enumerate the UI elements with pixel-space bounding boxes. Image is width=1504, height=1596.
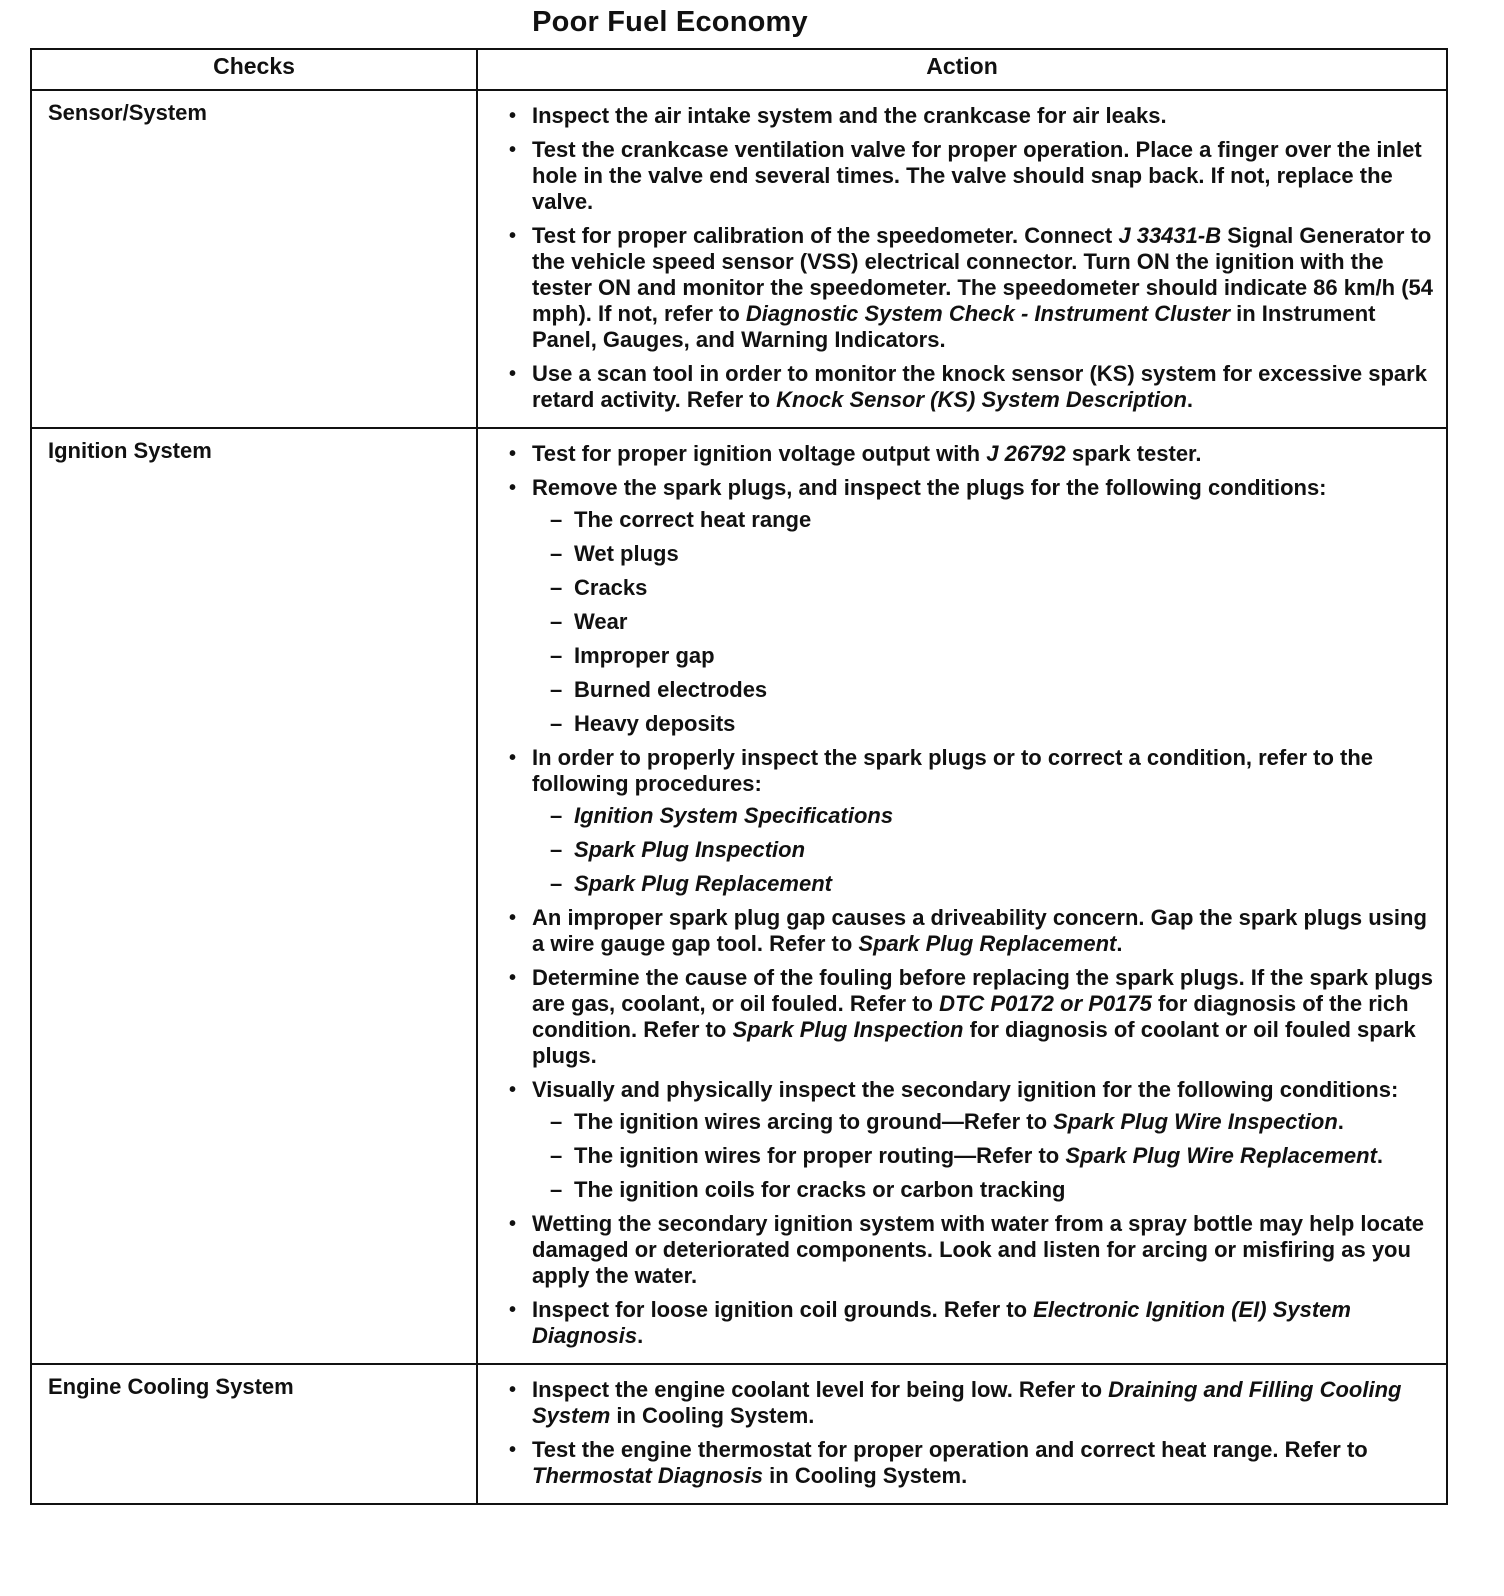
text-run: The ignition wires for proper routing—Refer to — [574, 1143, 1066, 1168]
reference-link-text: Knock Sensor (KS) System Description — [776, 387, 1187, 412]
text-run: Test for proper ignition voltage output with — [532, 441, 987, 466]
text-run: An improper spark plug gap causes a driveability concern. Gap the spark plugs using a wire gauge gap tool. Refer to — [532, 905, 1427, 956]
reference-link-text: DTC P0172 or P0175 — [939, 991, 1152, 1016]
sub-item — [542, 1177, 1436, 1203]
text-run: Use a scan tool in order to monitor the knock sensor (KS) system for excessive spark retard activity. Refer to — [532, 361, 1427, 412]
table-header-row — [31, 49, 1447, 90]
table-row — [31, 90, 1447, 428]
sub-item — [542, 643, 1436, 669]
action-cell — [477, 90, 1447, 428]
action-bullet-item — [500, 1377, 1436, 1429]
text-run: Test for proper calibration of the speedometer. Connect — [532, 223, 1119, 248]
sub-item — [542, 1109, 1436, 1135]
check-cell: Ignition System — [31, 428, 477, 1364]
sub-item-list — [532, 507, 1436, 737]
reference-link-text: J 33431-B — [1118, 223, 1222, 248]
action-bullet-item — [500, 441, 1436, 467]
reference-link-text: Spark Plug Replacement — [574, 871, 832, 896]
text-run: The ignition coils for cracks or carbon tracking — [574, 1177, 1066, 1202]
sub-item — [542, 677, 1436, 703]
text-run: In order to properly inspect the spark plugs or to correct a condition, refer to the following procedures: — [532, 745, 1374, 796]
reference-link-text: Spark Plug Inspection — [574, 837, 806, 862]
reference-link-text: Draining and Filling Cooling System — [532, 1377, 1402, 1428]
sub-item — [542, 711, 1436, 737]
sub-item — [542, 837, 1436, 863]
checks-column-header: Checks — [31, 49, 477, 90]
action-bullet-item — [500, 1437, 1436, 1489]
sub-item — [542, 609, 1436, 635]
diagnostic-table — [30, 48, 1448, 1505]
reference-link-text: J 26792 — [986, 441, 1066, 466]
text-run: . — [1376, 1143, 1384, 1168]
text-run: Heavy deposits — [574, 711, 736, 736]
action-bullet-item — [500, 475, 1436, 737]
text-run: in Cooling System. — [763, 1463, 968, 1488]
sub-item — [542, 507, 1436, 533]
check-cell: Sensor/System — [31, 90, 477, 428]
sub-item — [542, 575, 1436, 601]
text-run: . — [637, 1323, 644, 1348]
text-run: Inspect the air intake system and the crankcase for air leaks. — [532, 103, 1167, 128]
table-body — [31, 90, 1447, 1504]
text-run: . — [1186, 387, 1194, 412]
reference-link-text: Ignition System Specifications — [574, 803, 894, 828]
table-row — [31, 428, 1447, 1364]
action-cell — [477, 1364, 1447, 1504]
reference-link-text: Spark Plug Inspection — [732, 1017, 964, 1042]
text-run: Improper gap — [574, 643, 715, 668]
text-run: Test the engine thermostat for proper operation and correct heat range. Refer to — [532, 1437, 1368, 1462]
sub-item-list — [532, 803, 1436, 897]
text-run: for diagnosis of coolant or oil fouled spark plugs. — [532, 1017, 1416, 1068]
table-row — [31, 1364, 1447, 1504]
sub-item — [542, 803, 1436, 829]
action-bullet-item — [500, 103, 1436, 129]
text-run: Burned electrodes — [574, 677, 768, 702]
action-bullet-item — [500, 1211, 1436, 1289]
sub-item — [542, 1143, 1436, 1169]
action-bullet-item — [500, 361, 1436, 413]
action-bullet-item — [500, 965, 1436, 1069]
text-run: Wet plugs — [574, 541, 679, 566]
action-bullet-item — [500, 1297, 1436, 1349]
action-cell — [477, 428, 1447, 1364]
reference-link-text: Spark Plug Wire Inspection — [1053, 1109, 1338, 1134]
action-bullet-list — [500, 441, 1436, 1349]
reference-link-text: Electronic Ignition (EI) System Diagnosis — [532, 1297, 1351, 1348]
action-bullet-item — [500, 905, 1436, 957]
text-run: Remove the spark plugs, and inspect the plugs for the following conditions: — [532, 475, 1327, 500]
reference-link-text: Spark Plug Wire Replacement — [1065, 1143, 1377, 1168]
action-column-header: Action — [477, 49, 1447, 90]
action-bullet-item — [500, 137, 1436, 215]
text-run: Test the crankcase ventilation valve for proper operation. Place a finger over the inlet hole in the valve end several times. The valve should snap back. If not, replace the valve. — [532, 137, 1422, 214]
text-run: Wetting the secondary ignition system with water from a spray bottle may help locate damaged or deteriorated components. Look and listen for arcing or misfiring as you apply the water. — [532, 1211, 1425, 1288]
page-title: Poor Fuel Economy — [532, 6, 808, 38]
text-run: Inspect for loose ignition coil grounds. Refer to — [532, 1297, 1034, 1322]
action-bullet-item — [500, 745, 1436, 897]
text-run: for diagnosis of the rich condition. Refer to — [532, 991, 1409, 1042]
reference-link-text: Diagnostic System Check - Instrument Cluster — [745, 301, 1231, 326]
action-bullet-item — [500, 223, 1436, 353]
reference-link-text: Thermostat Diagnosis — [532, 1463, 764, 1488]
text-run: Wear — [574, 609, 628, 634]
text-run: spark tester. — [1065, 441, 1202, 466]
action-bullet-item — [500, 1077, 1436, 1203]
text-run: in Instrument Panel, Gauges, and Warning Indicators. — [532, 301, 1376, 352]
text-run: in Cooling System. — [610, 1403, 815, 1428]
text-run: Cracks — [574, 575, 648, 600]
action-bullet-list — [500, 103, 1436, 413]
text-run: Inspect the engine coolant level for being low. Refer to — [532, 1377, 1109, 1402]
reference-link-text: Spark Plug Replacement — [858, 931, 1117, 956]
sub-item — [542, 541, 1436, 567]
sub-item-list — [532, 1109, 1436, 1203]
text-run: Determine the cause of the fouling before replacing the spark plugs. If the spark plugs are gas, coolant, or oil fouled. Refer to — [532, 965, 1433, 1016]
text-run: . — [1337, 1109, 1344, 1134]
check-cell: Engine Cooling System — [31, 1364, 477, 1504]
text-run: The ignition wires arcing to ground—Refer to — [574, 1109, 1054, 1134]
sub-item — [542, 871, 1436, 897]
text-run: Signal Generator to the vehicle speed sensor (VSS) electrical connector. Turn ON the ignition with the tester ON and monitor the speedometer. The speedometer should indicate 86 km/h (54 mph). If not, refer to — [532, 223, 1434, 326]
action-bullet-list — [500, 1377, 1436, 1489]
text-run: Visually and physically inspect the secondary ignition for the following conditions: — [532, 1077, 1399, 1102]
text-run: The correct heat range — [574, 507, 812, 532]
text-run: . — [1116, 931, 1123, 956]
